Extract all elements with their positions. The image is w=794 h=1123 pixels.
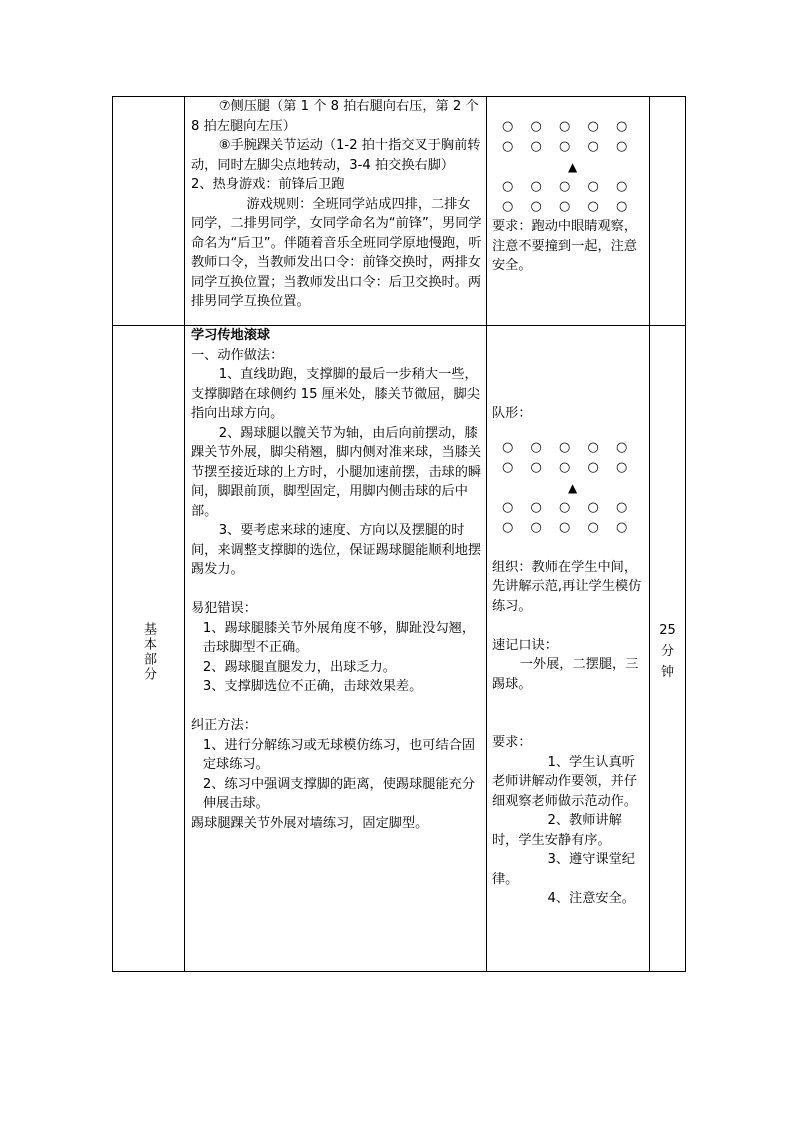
method-step-1: 1、直线助跑，支撑脚的最后一步稍大一些，支撑脚踏在球侧约 15 厘米处，膝关节微屈，脚尖指向出球方向。 xyxy=(191,367,480,421)
mnemonic-text: 一外展，二摆腿，三踢球。 xyxy=(492,657,639,692)
content-cell-warmup xyxy=(185,97,487,326)
formation-diagram-warmup xyxy=(492,97,646,217)
error-item-3: 3、支撑脚选位不正确，击球效果差。 xyxy=(202,679,423,694)
method-heading: 一、动作做法： xyxy=(191,347,284,363)
requirement-item-3: 3、遵守课堂纪律。 xyxy=(492,852,635,887)
lesson-title: 学习传地滚球 xyxy=(191,328,271,343)
error-item-2: 2、踢球腿直腿发力，出球乏力。 xyxy=(202,659,396,675)
time-allocation xyxy=(650,620,685,683)
warmup-game-title: 2、热身游戏：前锋后卫跑 xyxy=(191,177,345,192)
stretch-step-8: ⑧手腕踝关节运动（1-2 拍十指交叉于胸前转动，同时左脚尖点地转动，3-4 拍交换右脚） xyxy=(191,138,481,173)
method-step-2: 2、踢球腿以髋关节为轴，由后向前摆动，膝踝关节外展，脚尖稍翘，脚内侧对准来球，当膝关节摆至接近球的上方时，小腿加速前摆，击球的瞬间，脚跟前顶，脚型固定，用脚内侧击球的后中部。 xyxy=(191,425,482,519)
requirements-heading: 要求： xyxy=(492,735,532,750)
warmup-requirement: 要求：跑动中眼睛观察，注意不要撞到一起，注意安全。 xyxy=(492,219,638,273)
fix-item-2: 2、练习中强调支撑脚的距离，使踢球腿能充分伸展击球。 xyxy=(202,776,476,811)
table-row-warmup xyxy=(113,97,686,326)
time-cell xyxy=(650,326,686,972)
errors-heading: 易犯错误： xyxy=(191,601,257,616)
time-unit-char-1: 分 xyxy=(660,644,674,659)
formation-row: ○ ○ ○ ○ ○ xyxy=(502,119,628,134)
fix-extra: 踢球腿踝关节外展对墙练习，固定脚型。 xyxy=(191,815,429,831)
formation-row: ○ ○ ○ ○ ○ xyxy=(502,139,628,154)
game-rules: 游戏规则：全班同学站成四排，二排女同学，二排男同学，女同学命名为“前锋”，男同学命名为“后卫”。伴随着音乐全班同学原地慢跑，听教师口令，当教师发出口令：前锋交换时，两排女同学互换位置；当教师发出口令：后卫交换时。两排男同学互换位置。 xyxy=(191,196,482,309)
formation-row: ○ ○ ○ ○ ○ xyxy=(502,499,628,515)
formation-row: ○ ○ ○ ○ ○ xyxy=(502,179,628,194)
lesson-plan-table xyxy=(112,96,686,972)
section-label-cell-empty xyxy=(113,97,185,326)
organization-cell-warmup xyxy=(487,97,650,326)
stretch-step-7: ⑦侧压腿（第 1 个 8 拍右腿向右压，第 2 个 8 拍左腿向左压） xyxy=(191,99,483,134)
time-unit-char-2: 钟 xyxy=(660,665,674,680)
method-step-3: 3、要考虑来球的速度、方向以及摆腿的时间，来调整支撑脚的选位，保证踢球腿能顺利地摆踢发力。 xyxy=(191,523,482,577)
content-cell-basic xyxy=(185,326,487,972)
requirement-item-1: 1、学生认真听老师讲解动作要领，并仔细观察老师做示范动作。 xyxy=(492,754,638,809)
formation-diagram-basic xyxy=(492,424,646,538)
teacher-marker: ▲ xyxy=(568,480,578,495)
requirement-item-2: 2、教师讲解时，学生安静有序。 xyxy=(492,813,622,848)
organization-cell-basic xyxy=(487,326,650,972)
mnemonic-heading: 速记口诀： xyxy=(492,637,558,653)
fix-heading: 纠正方法： xyxy=(191,718,257,733)
formation-row: ○ ○ ○ ○ ○ xyxy=(502,459,628,475)
teacher-marker: ▲ xyxy=(568,160,578,174)
time-minutes: 25 xyxy=(659,623,676,638)
formation-row: ○ ○ ○ ○ ○ xyxy=(502,199,628,214)
requirement-item-4: 4、注意安全。 xyxy=(547,891,635,906)
table-row-basic-part xyxy=(113,326,686,972)
section-label-cell xyxy=(113,326,185,972)
time-cell-empty xyxy=(650,97,686,326)
organization-text: 组织：教师在学生中间，先讲解示范,再让学生模仿练习。 xyxy=(492,559,642,614)
formation-label: 队形： xyxy=(492,406,532,421)
fix-item-1: 1、进行分解练习或无球模仿练习，也可结合固定球练习。 xyxy=(202,737,476,772)
error-item-1: 1、踢球腿膝关节外展角度不够，脚趾没勾翘，击球脚型不正确。 xyxy=(202,620,476,655)
section-label: 基本部分 xyxy=(141,622,156,682)
formation-row: ○ ○ ○ ○ ○ xyxy=(502,519,628,535)
formation-row: ○ ○ ○ ○ ○ xyxy=(502,439,628,455)
